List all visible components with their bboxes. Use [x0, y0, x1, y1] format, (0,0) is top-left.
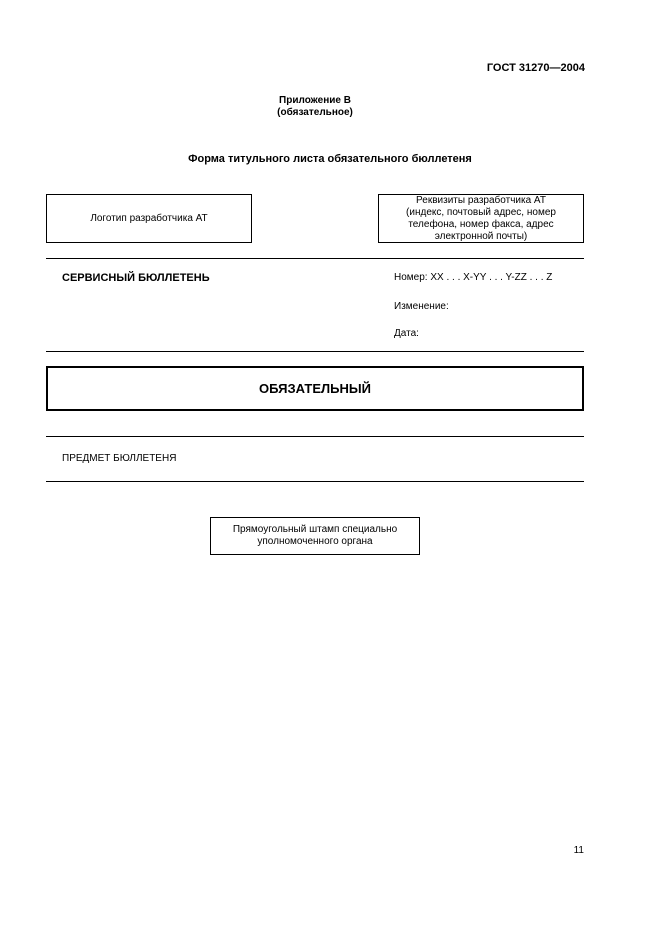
appendix-heading: [230, 95, 400, 119]
bulletin-title: СЕРВИСНЫЙ БЮЛЛЕТЕНЬ: [62, 272, 210, 284]
stamp-label: Прямоугольный штамп специально уполномоченного органа: [232, 524, 398, 547]
developer-details-box: [378, 194, 584, 243]
developer-details-label: Реквизиты разработчика АТ (индекс, почтовый адрес, номер телефона, номер факса, адрес электронной почты): [406, 194, 556, 242]
bulletin-subject: ПРЕДМЕТ БЮЛЛЕТЕНЯ: [62, 453, 177, 464]
appendix-type: (обязательное): [277, 107, 353, 118]
appendix-title: Приложение В: [279, 95, 351, 106]
bulletin-number: Номер: XX . . . X-YY . . . Y-ZZ . . . Z: [394, 272, 553, 283]
divider-top: [46, 258, 584, 259]
stamp-box: [210, 517, 420, 555]
developer-logo-label: Логотип разработчика АТ: [90, 212, 208, 224]
mandatory-box: [46, 366, 584, 411]
bulletin-date: Дата:: [394, 328, 419, 339]
bulletin-change: Изменение:: [394, 301, 449, 312]
developer-logo-box: [46, 194, 252, 243]
divider-middle: [46, 351, 584, 352]
divider-subject-bottom: [46, 481, 584, 482]
page-number: 11: [573, 845, 584, 856]
form-title: Форма титульного листа обязательного бюллетеня: [188, 153, 472, 165]
document-number: ГОСТ 31270—2004: [486, 62, 585, 74]
mandatory-label: ОБЯЗАТЕЛЬНЫЙ: [259, 381, 371, 396]
divider-subject-top: [46, 436, 584, 437]
